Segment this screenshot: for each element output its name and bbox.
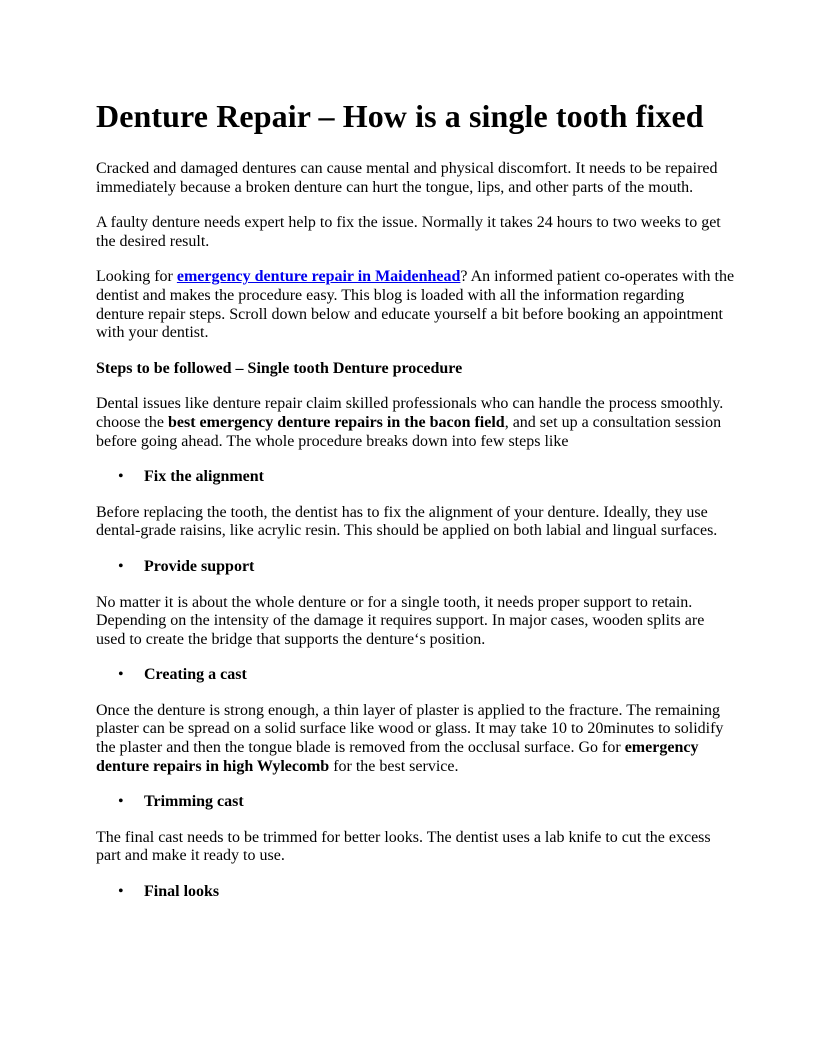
section-paragraph-fix-alignment: Before replacing the tooth, the dentist has to fix the alignment of your denture. Ideally, they use dental-grade raisins, like acrylic resin. This should be applied on both labial and lingual surfaces. [96,503,718,540]
bullet-icon: • [118,468,124,486]
bullet-provide-support [96,558,736,577]
steps-intro-paragraph [96,395,736,451]
bullet-title: Provide support [144,557,255,575]
bullet-fix-alignment [96,468,736,487]
bullet-title: Creating a cast [144,666,247,684]
bullet-trimming-cast [96,793,736,812]
steps-intro-bold: best emergency denture repairs in the bacon field [167,413,505,431]
intro-paragraph-1: Cracked and damaged dentures can cause mental and physical discomfort. It needs to be repaired immediately because a broken denture can hurt the tongue, lips, and other parts of the mouth. [96,160,718,196]
section-paragraph-creating-cast [96,702,736,776]
document-page [96,96,736,919]
bullet-final-looks [96,883,736,902]
intro-paragraph-3 [96,268,736,342]
steps-intro-after: , and set up a consultation session before going ahead. The whole procedure breaks down into few steps like [96,413,722,450]
steps-intro-before: Dental issues like denture repair claim skilled professionals who can handle the process smoothly. choose the [96,395,724,431]
bullet-icon: • [118,666,124,684]
bullet-title: Final looks [144,883,220,901]
creating-cast-text-after: for the best service. [329,757,459,775]
page-title: Denture Repair – How is a single tooth fixed [96,98,704,134]
bullet-title: Fix the alignment [144,468,264,486]
intro-p3-text-before: Looking for [96,268,177,286]
section-paragraph-trimming-cast: The final cast needs to be trimmed for better looks. The dentist uses a lab knife to cut the excess part and make it ready to use. [96,828,711,865]
section-paragraph-provide-support: No matter it is about the whole denture or for a single tooth, it needs proper support to retain. Depending on the intensity of the damage it requires support. In major cases, wooden splits are used to create the bridge that supports the denture‘s position. [96,593,705,648]
creating-cast-text: Once the denture is strong enough, a thin layer of plaster is applied to the fracture. The remaining plaster can be spread on a solid surface like wood or glass. It may take 10 to 20minutes to solidify the plaster and then the tongue blade is removed from the occlusal surface. Go for [96,701,724,757]
intro-p3-text-after: ? An informed patient co-operates with the dentist and makes the procedure easy. This blog is loaded with all the information regarding denture repair steps. Scroll down below and educate yourself a bit before booking an appointment with your dentist. [96,268,735,342]
intro-paragraph-2: A faulty denture needs expert help to fix the issue. Normally it takes 24 hours to two weeks to get the desired result. [96,214,721,250]
emergency-denture-repair-link[interactable]: emergency denture repair in Maidenhead [176,268,461,286]
bullet-icon: • [118,883,124,901]
creating-cast-bold: emergency denture repairs in high Wylecomb [96,739,699,775]
steps-heading: Steps to be followed – Single tooth Denture procedure [96,359,463,377]
bullet-title: Trimming cast [144,793,244,811]
bullet-creating-cast [96,666,736,685]
bullet-icon: • [118,793,124,811]
bullet-icon: • [118,557,124,575]
